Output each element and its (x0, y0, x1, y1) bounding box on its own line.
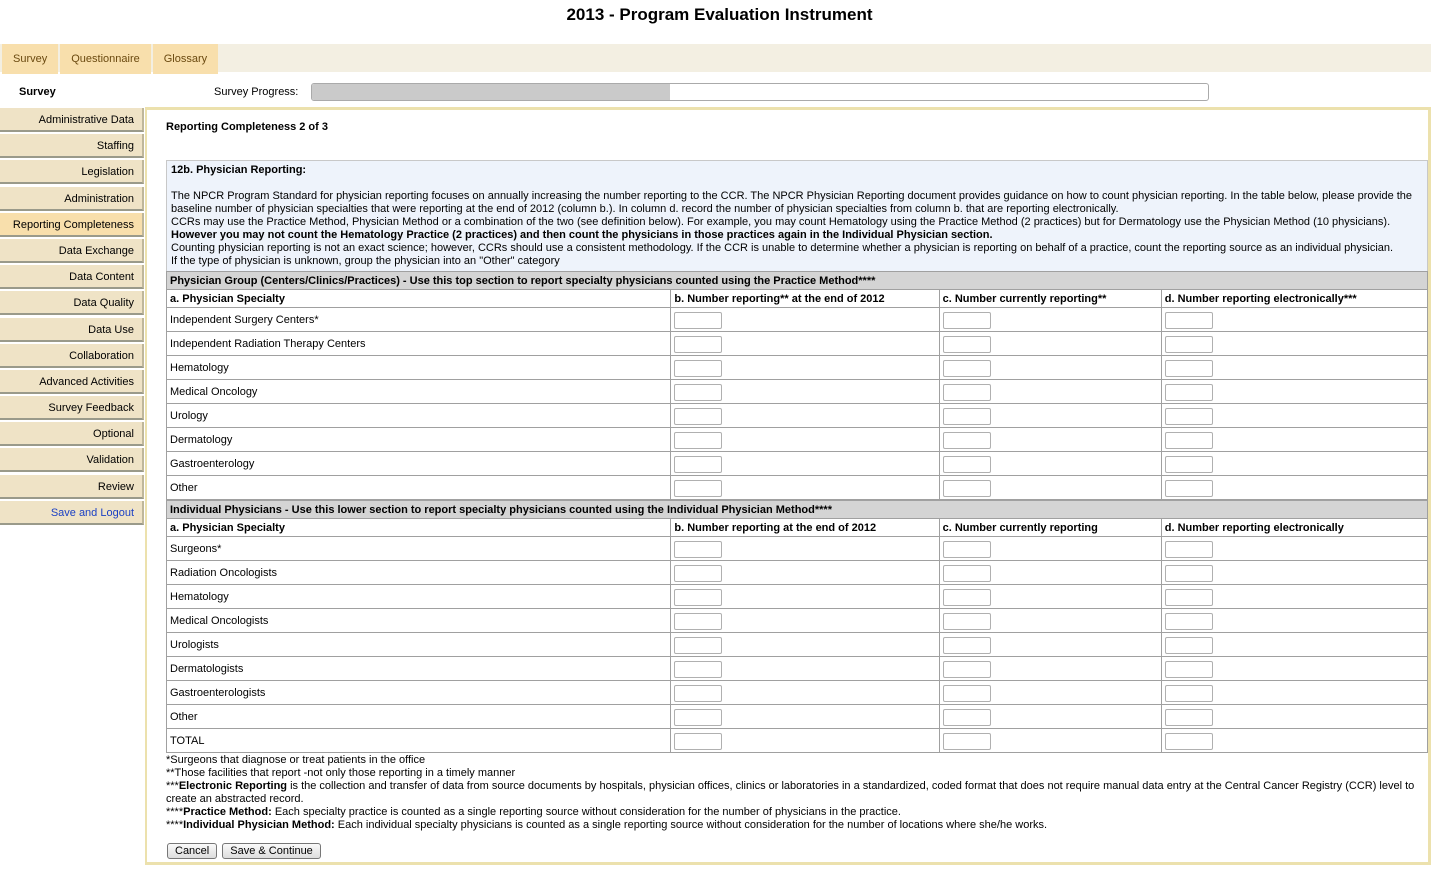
column-b-input[interactable] (674, 709, 722, 726)
column-b-input[interactable] (674, 336, 722, 353)
input-cell (939, 308, 1161, 332)
specialty-label: Medical Oncologists (167, 609, 671, 633)
column-c-input[interactable] (943, 709, 991, 726)
footnote (166, 806, 1428, 819)
section-header-row (167, 501, 1428, 519)
input-cell (671, 657, 939, 681)
column-d-input[interactable] (1165, 733, 1213, 750)
table-row (167, 729, 1428, 753)
tab-glossary[interactable]: Glossary (153, 44, 218, 74)
section-header: Individual Physicians - Use this lower section to report specialty physicians counted using the Individual Physician Method**** (167, 501, 1428, 519)
table-row (167, 681, 1428, 705)
footnote-marker: **** (166, 819, 184, 831)
column-c-input[interactable] (943, 336, 991, 353)
footnote (166, 767, 1428, 780)
input-cell (1161, 729, 1427, 753)
input-cell (671, 705, 939, 729)
input-cell (671, 308, 939, 332)
input-cell (939, 705, 1161, 729)
table-row (167, 332, 1428, 356)
specialty-label: Dermatology (167, 428, 671, 452)
input-cell (1161, 380, 1427, 404)
sidebar-item-data-exchange[interactable]: Data Exchange (0, 239, 144, 263)
input-cell (1161, 681, 1427, 705)
intro-warning: However you may not count the Hematology Practice (2 practices) and then count the physicians in those practices again in the Individual Physician section. (171, 229, 993, 241)
input-cell (939, 561, 1161, 585)
input-cell (671, 537, 939, 561)
input-cell (939, 380, 1161, 404)
column-c-input[interactable] (943, 613, 991, 630)
column-b-input[interactable] (674, 432, 722, 449)
column-b-input[interactable] (674, 541, 722, 558)
sidebar-item-staffing[interactable]: Staffing (0, 134, 144, 158)
column-d-input[interactable] (1165, 637, 1213, 654)
column-d-input[interactable] (1165, 480, 1213, 497)
column-b-input[interactable] (674, 312, 722, 329)
top-tabs (0, 44, 1431, 72)
specialty-label: Other (167, 705, 671, 729)
column-d-input[interactable] (1165, 661, 1213, 678)
column-d-input[interactable] (1165, 384, 1213, 401)
sidebar-item-legislation[interactable]: Legislation (0, 160, 144, 184)
question-heading: 12b. Physician Reporting: (171, 164, 307, 176)
table-row (167, 404, 1428, 428)
column-b-input[interactable] (674, 685, 722, 702)
footnote (166, 780, 1428, 806)
column-d-input[interactable] (1165, 456, 1213, 473)
input-cell (671, 380, 939, 404)
input-cell (939, 404, 1161, 428)
table-row (167, 428, 1428, 452)
footnote-term: Individual Physician Method: (183, 819, 335, 831)
input-cell (671, 452, 939, 476)
input-cell (939, 729, 1161, 753)
column-b-input[interactable] (674, 384, 722, 401)
column-d-input[interactable] (1165, 432, 1213, 449)
input-cell (939, 585, 1161, 609)
table-row (167, 537, 1428, 561)
footnote-text: is the collection and transfer of data from source documents by hospitals, physician offices, clinics or laboratories in a standardized, coded format that does not require manual data entry at the Central Cancer Registry (CCR) level to create an abstracted record. (166, 780, 1415, 805)
footnote-text: Each individual specialty physicians is counted as a single reporting source without consideration for the number of locations where she/he works. (334, 819, 1048, 831)
input-cell (1161, 308, 1427, 332)
footnote-marker: *** (166, 780, 179, 792)
section-header: Physician Group (Centers/Clinics/Practices) - Use this top section to report specialty physicians counted using the Practice Method**** (167, 272, 1428, 290)
sidebar-item-data-quality[interactable]: Data Quality (0, 291, 144, 315)
input-cell (939, 633, 1161, 657)
main-panel (145, 107, 1431, 865)
survey-heading: Survey (19, 86, 56, 98)
column-b-input[interactable] (674, 565, 722, 582)
column-b-input[interactable] (674, 733, 722, 750)
footnote-text: Each specialty practice is counted as a single reporting source without consideration for the number of physicians in the practice. (271, 806, 901, 818)
column-b-input[interactable] (674, 613, 722, 630)
column-d-input[interactable] (1165, 408, 1213, 425)
input-cell (1161, 561, 1427, 585)
specialty-label: Urology (167, 404, 671, 428)
specialty-label: Hematology (167, 356, 671, 380)
tab-survey[interactable]: Survey (2, 44, 58, 74)
table-row (167, 657, 1428, 681)
specialty-label: Independent Radiation Therapy Centers (167, 332, 671, 356)
footnote-marker: *Surgeons that diagnose or treat patients in the office (166, 754, 426, 766)
table-row (167, 476, 1428, 500)
input-cell (671, 428, 939, 452)
table-row (167, 585, 1428, 609)
table-row (167, 308, 1428, 332)
specialty-label: Urologists (167, 633, 671, 657)
sidebar-item-save-and-logout[interactable]: Save and Logout (0, 501, 144, 525)
column-b-input[interactable] (674, 456, 722, 473)
input-cell (939, 356, 1161, 380)
column-c-input[interactable] (943, 733, 991, 750)
table-row (167, 705, 1428, 729)
sidebar-item-validation[interactable]: Validation (0, 448, 144, 472)
input-cell (671, 404, 939, 428)
table-row (167, 609, 1428, 633)
column-header: b. Number reporting at the end of 2012 (671, 519, 939, 537)
column-c-input[interactable] (943, 685, 991, 702)
input-cell (1161, 332, 1427, 356)
column-d-input[interactable] (1165, 565, 1213, 582)
column-d-input[interactable] (1165, 613, 1213, 630)
input-cell (939, 428, 1161, 452)
column-b-input[interactable] (674, 589, 722, 606)
footnotes (166, 754, 1428, 832)
sidebar-item-administration[interactable]: Administration (0, 187, 144, 211)
input-cell (671, 332, 939, 356)
sidebar-item-administrative-data[interactable]: Administrative Data (0, 108, 144, 132)
save-continue-button[interactable]: Save & Continue (222, 843, 321, 859)
section-header-row (167, 272, 1428, 290)
intro-paragraph: If the type of physician is unknown, group the physician into an "Other" category (171, 255, 560, 267)
input-cell (1161, 452, 1427, 476)
input-cell (1161, 404, 1427, 428)
section-title: Reporting Completeness 2 of 3 (166, 121, 328, 133)
input-cell (1161, 537, 1427, 561)
sidebar-item-advanced-activities[interactable]: Advanced Activities (0, 370, 144, 394)
column-b-input[interactable] (674, 637, 722, 654)
specialty-label: Independent Surgery Centers* (167, 308, 671, 332)
input-cell (671, 609, 939, 633)
column-d-input[interactable] (1165, 336, 1213, 353)
input-cell (1161, 476, 1427, 500)
progress-label: Survey Progress: (214, 86, 299, 98)
footnote-marker: **Those facilities that report -not only those reporting in a timely manner (166, 767, 516, 779)
table-row (167, 633, 1428, 657)
input-cell (939, 609, 1161, 633)
column-b-input[interactable] (674, 360, 722, 377)
input-cell (1161, 633, 1427, 657)
column-c-input[interactable] (943, 541, 991, 558)
input-cell (939, 537, 1161, 561)
footnote-term: Practice Method: (183, 806, 272, 818)
column-d-input[interactable] (1165, 589, 1213, 606)
column-b-input[interactable] (674, 408, 722, 425)
sidebar (0, 108, 144, 527)
column-d-input[interactable] (1165, 312, 1213, 329)
physician-group-table (166, 271, 1428, 500)
column-d-input[interactable] (1165, 541, 1213, 558)
footnote-marker: **** (166, 806, 184, 818)
instructions (166, 160, 1428, 272)
survey-progress-bar (311, 83, 1209, 101)
input-cell (1161, 585, 1427, 609)
input-cell (939, 681, 1161, 705)
input-cell (939, 452, 1161, 476)
input-cell (671, 585, 939, 609)
column-c-input[interactable] (943, 661, 991, 678)
column-c-input[interactable] (943, 384, 991, 401)
column-d-input[interactable] (1165, 685, 1213, 702)
column-c-input[interactable] (943, 432, 991, 449)
sidebar-item-data-use[interactable]: Data Use (0, 318, 144, 342)
column-header: c. Number currently reporting (939, 519, 1161, 537)
sidebar-item-collaboration[interactable]: Collaboration (0, 344, 144, 368)
intro-paragraph: CCRs may use the Practice Method, Physician Method or a combination of the two (see definition below). For example, you may count Hematology using the Practice Method (2 practices) but for Dermatology use the Physician Method (10 physicians). (171, 216, 1391, 228)
column-header: a. Physician Specialty (167, 290, 671, 308)
input-cell (939, 657, 1161, 681)
column-header: b. Number reporting** at the end of 2012 (671, 290, 939, 308)
intro-paragraph: Counting physician reporting is not an exact science; however, CCRs should use a consistent methodology. If the CCR is unable to determine whether a physician is reporting on behalf of a practice, count the reporting source as an individual physician. (171, 242, 1394, 254)
input-cell (1161, 428, 1427, 452)
column-c-input[interactable] (943, 456, 991, 473)
page-title: 2013 - Program Evaluation Instrument (566, 5, 873, 24)
table-row (167, 380, 1428, 404)
table-row (167, 452, 1428, 476)
column-header: d. Number reporting electronically (1161, 519, 1427, 537)
column-c-input[interactable] (943, 637, 991, 654)
specialty-label: Surgeons* (167, 537, 671, 561)
column-b-input[interactable] (674, 480, 722, 497)
progress-fill (312, 84, 670, 100)
column-c-input[interactable] (943, 589, 991, 606)
input-cell (1161, 705, 1427, 729)
table-row (167, 561, 1428, 585)
sidebar-item-reporting-completeness[interactable]: Reporting Completeness (0, 213, 144, 237)
column-header-row (167, 519, 1428, 537)
footnote (166, 754, 1428, 767)
column-b-input[interactable] (674, 661, 722, 678)
input-cell (939, 332, 1161, 356)
specialty-label: Dermatologists (167, 657, 671, 681)
input-cell (671, 561, 939, 585)
specialty-label: Medical Oncology (167, 380, 671, 404)
sidebar-item-data-content[interactable]: Data Content (0, 265, 144, 289)
column-c-input[interactable] (943, 360, 991, 377)
column-d-input[interactable] (1165, 709, 1213, 726)
sidebar-item-optional[interactable]: Optional (0, 422, 144, 446)
specialty-label: Hematology (167, 585, 671, 609)
column-header: d. Number reporting electronically*** (1161, 290, 1427, 308)
table-row (167, 356, 1428, 380)
specialty-label: Other (167, 476, 671, 500)
sidebar-item-review[interactable]: Review (0, 475, 144, 499)
cancel-button[interactable]: Cancel (167, 843, 217, 859)
column-header: c. Number currently reporting** (939, 290, 1161, 308)
input-cell (671, 681, 939, 705)
input-cell (671, 633, 939, 657)
specialty-label: Gastroenterologists (167, 681, 671, 705)
specialty-label: Gastroenterology (167, 452, 671, 476)
input-cell (671, 356, 939, 380)
input-cell (671, 476, 939, 500)
input-cell (1161, 356, 1427, 380)
column-c-input[interactable] (943, 312, 991, 329)
individual-physician-table (166, 500, 1428, 753)
footnote (166, 819, 1428, 832)
sidebar-item-survey-feedback[interactable]: Survey Feedback (0, 396, 144, 420)
specialty-label: TOTAL (167, 729, 671, 753)
input-cell (1161, 657, 1427, 681)
column-header: a. Physician Specialty (167, 519, 671, 537)
intro-paragraph: The NPCR Program Standard for physician reporting focuses on annually increasing the number reporting to the CCR. The NPCR Physician Reporting document provides guidance on how to count physician reporting. In the table below, please provide the baseline number of physician specialties that were reporting at the end of 2012 (column b.). In column d. record the number of physician specialties from column b. that are reporting electronically. (171, 190, 1413, 215)
input-cell (671, 729, 939, 753)
specialty-label: Radiation Oncologists (167, 561, 671, 585)
column-c-input[interactable] (943, 408, 991, 425)
column-header-row (167, 290, 1428, 308)
column-d-input[interactable] (1165, 360, 1213, 377)
input-cell (939, 476, 1161, 500)
column-c-input[interactable] (943, 480, 991, 497)
footnote-term: Electronic Reporting (178, 780, 288, 792)
tab-questionnaire[interactable]: Questionnaire (60, 44, 151, 74)
input-cell (1161, 609, 1427, 633)
column-c-input[interactable] (943, 565, 991, 582)
